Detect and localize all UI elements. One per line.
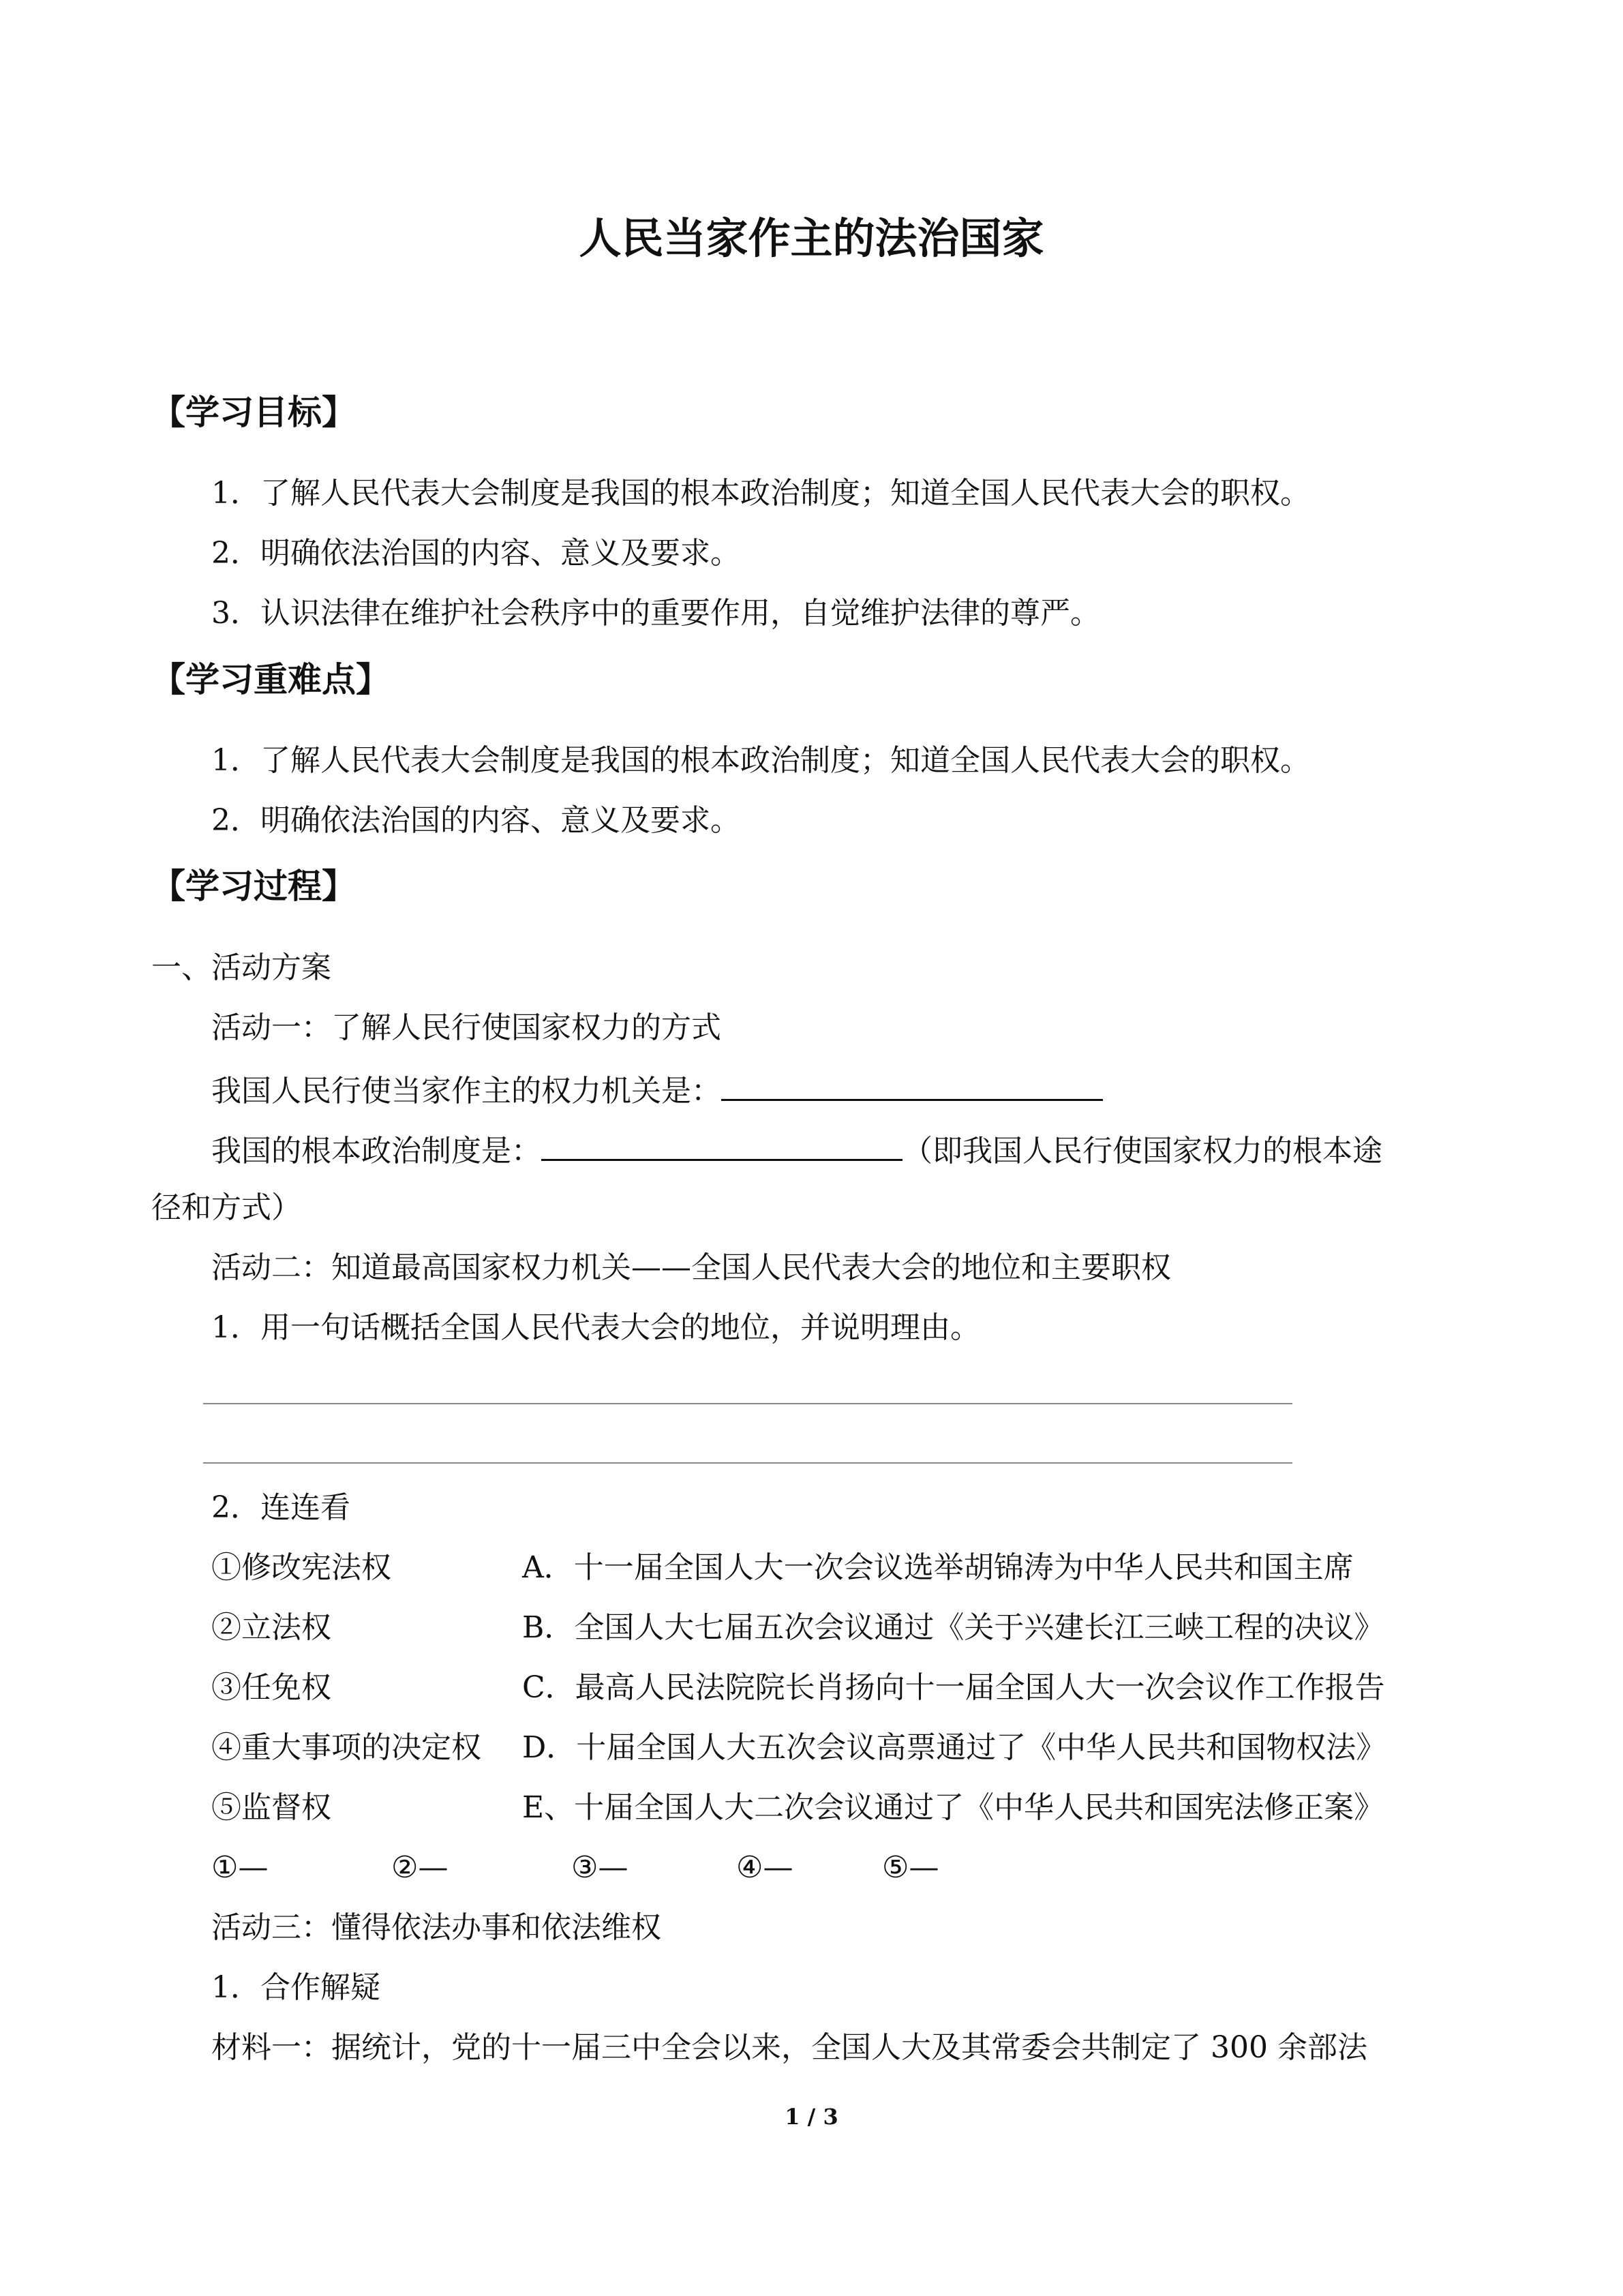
activity1-question2-continued: 径和方式） <box>151 1190 301 1225</box>
objectives-heading: 【学习目标】 <box>151 393 356 432</box>
match-left-item: ③任免权 <box>211 1670 331 1705</box>
match-left-item: ⑤监督权 <box>211 1790 331 1825</box>
match-left-item: ④重大事项的决定权 <box>211 1730 481 1765</box>
match-right-item: C．最高人民法院院长肖扬向十一届全国人大一次会议作工作报告 <box>522 1670 1385 1705</box>
activity1-question2 <box>211 1126 1382 1173</box>
answer-line-2[interactable] <box>203 1462 1292 1464</box>
match-left-item: ①修改宪法权 <box>211 1550 391 1585</box>
objective-item-1: 1．了解人民代表大会制度是我国的根本政治制度；知道全国人民代表大会的职权。 <box>211 476 1310 511</box>
activity3-material1: 材料一：据统计，党的十一届三中全会以来，全国人大及其常委会共制定了 300 余部法 <box>211 2030 1367 2065</box>
activity1-question2-text: 我国的根本政治制度是： <box>211 1134 541 1168</box>
match-answer[interactable]: ②— <box>391 1850 449 1885</box>
activity1-question1-text: 我国人民行使当家作主的权力机关是： <box>211 1074 721 1108</box>
activity1-question2-tail: （即我国人民行使国家权力的根本途 <box>902 1134 1382 1168</box>
match-right-item: E、十届全国人大二次会议通过了《中华人民共和国宪法修正案》 <box>522 1790 1384 1825</box>
activity3-question1: 1．合作解疑 <box>211 1970 380 2005</box>
match-right-item: A．十一届全国人大一次会议选举胡锦涛为中华人民共和国主席 <box>522 1550 1354 1585</box>
activity2-question1: 1．用一句话概括全国人民代表大会的地位，并说明理由。 <box>211 1310 980 1345</box>
answer-line-1[interactable] <box>203 1403 1292 1404</box>
part1-title: 一、活动方案 <box>151 950 331 985</box>
objective-item-2: 2．明确依法治国的内容、意义及要求。 <box>211 536 740 571</box>
match-right-item: B．全国人大七届五次会议通过《关于兴建长江三峡工程的决议》 <box>522 1610 1384 1645</box>
match-answer[interactable]: ⑤— <box>882 1850 939 1885</box>
answer-blank[interactable] <box>541 1126 902 1161</box>
activity1-question1 <box>211 1066 1103 1113</box>
activity3-title: 活动三：懂得依法办事和依法维权 <box>211 1910 661 1945</box>
activity2-question2: 2．连连看 <box>211 1490 350 1525</box>
activity1-title: 活动一：了解人民行使国家权力的方式 <box>211 1010 721 1045</box>
page-number: 1 / 3 <box>785 2104 838 2130</box>
match-answer[interactable]: ③— <box>571 1850 628 1885</box>
process-heading: 【学习过程】 <box>151 866 356 906</box>
match-right-item: D．十届全国人大五次会议高票通过了《中华人民共和国物权法》 <box>522 1730 1386 1765</box>
match-left-item: ②立法权 <box>211 1610 331 1645</box>
activity2-title: 活动二：知道最高国家权力机关——全国人民代表大会的地位和主要职权 <box>211 1250 1171 1285</box>
key-point-item-1: 1．了解人民代表大会制度是我国的根本政治制度；知道全国人民代表大会的职权。 <box>211 743 1310 778</box>
key-point-item-2: 2．明确依法治国的内容、意义及要求。 <box>211 803 740 838</box>
objective-item-3: 3．认识法律在维护社会秩序中的重要作用，自觉维护法律的尊严。 <box>211 596 1100 631</box>
match-answer[interactable]: ①— <box>211 1850 269 1885</box>
key-points-heading: 【学习重难点】 <box>151 660 390 699</box>
document-title: 人民当家作主的法治国家 <box>579 213 1044 263</box>
match-answer[interactable]: ④— <box>736 1850 793 1885</box>
answer-blank[interactable] <box>721 1066 1103 1101</box>
